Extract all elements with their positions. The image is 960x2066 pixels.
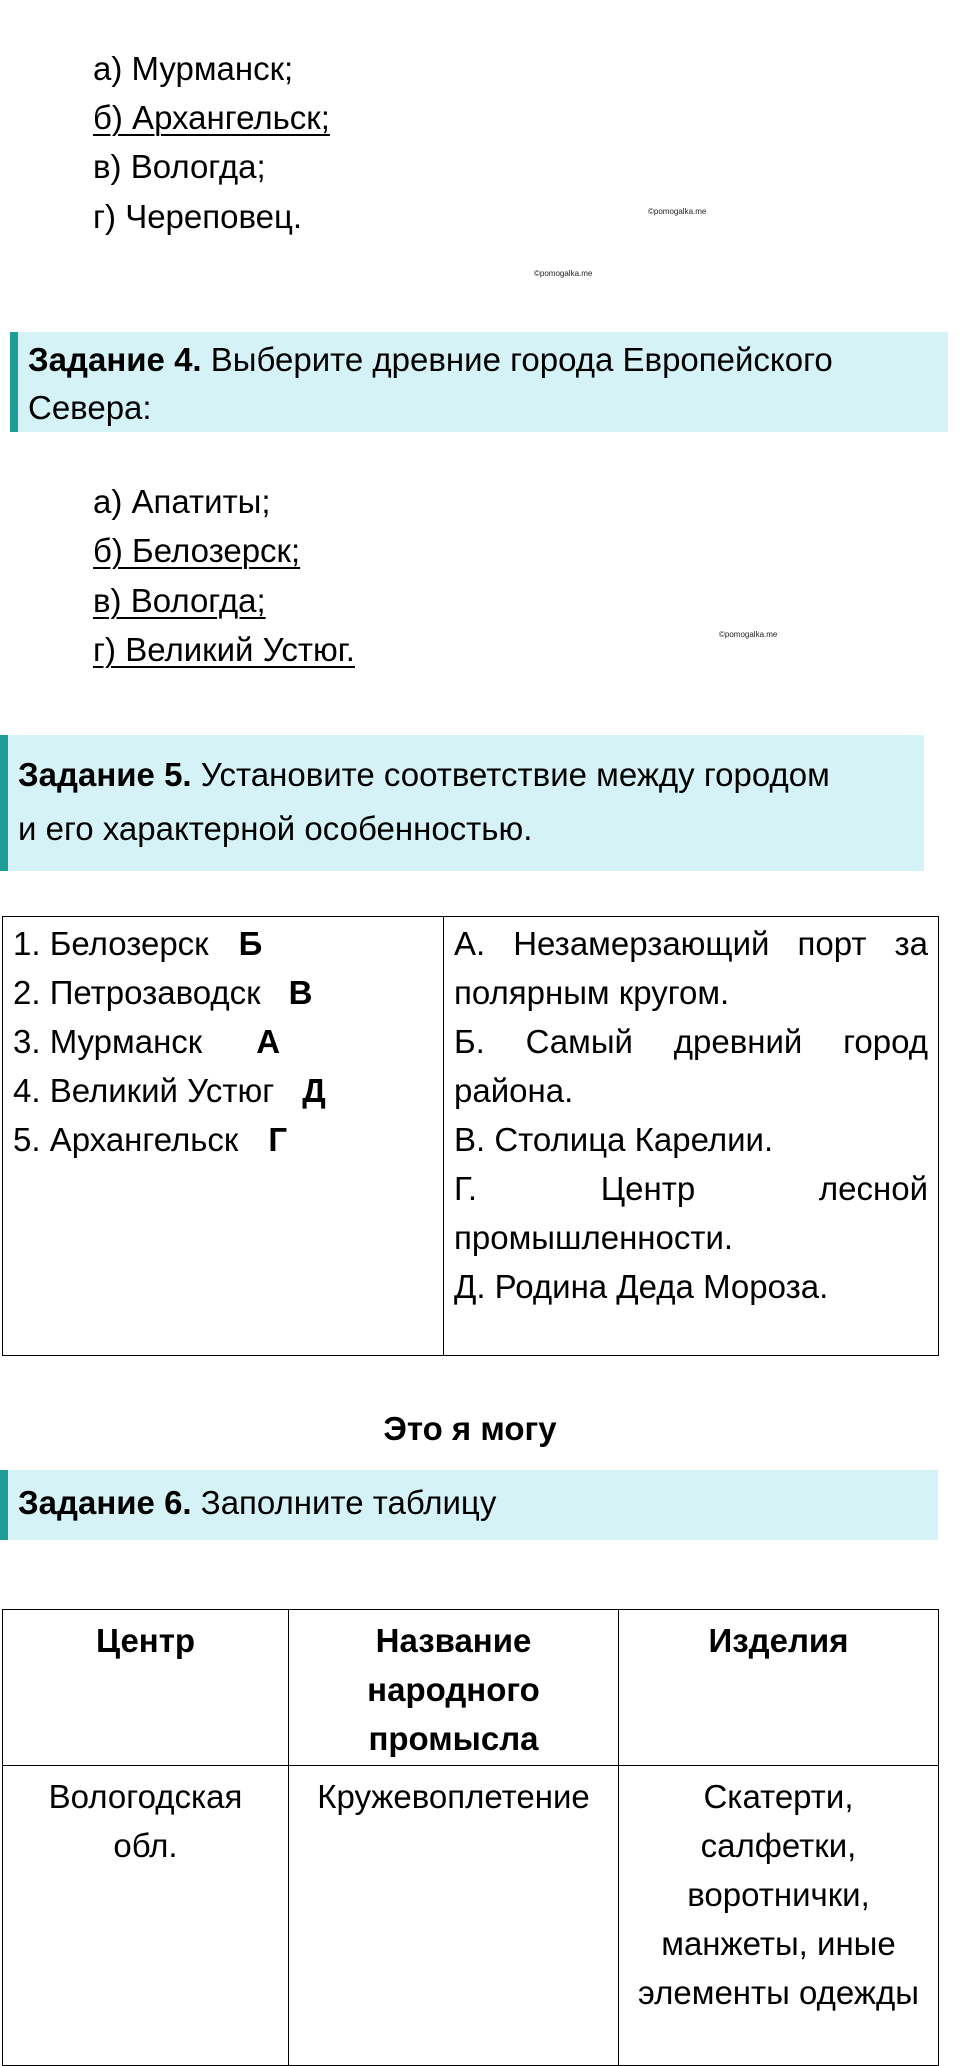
feature-d-line-2: промышленности.: [454, 1219, 734, 1256]
features-cell: [444, 917, 939, 1356]
match-item-5: [13, 1115, 433, 1164]
header-products: Изделия: [619, 1610, 939, 1766]
feature-a-line-2: полярным кругом.: [454, 974, 730, 1011]
task-4-label: Задание 4.: [28, 341, 202, 378]
task-4-line-1: [28, 334, 943, 386]
city-name: 1. Белозерск: [13, 925, 209, 962]
task-4-text-1: Выберите древние города Европейского: [201, 341, 833, 378]
task-6-banner: [0, 1470, 938, 1540]
answer-letter: Д: [302, 1072, 326, 1109]
feature-b-line-1: Б. Самый древний город: [454, 1023, 928, 1060]
task-5-line-2: и его характерной особенностью.: [18, 810, 533, 847]
section-heading: Это я могу: [383, 1410, 557, 1447]
q3-option-a: а) Мурманск;: [93, 50, 294, 87]
header-craft-name: Название народного промысла: [289, 1610, 619, 1766]
q3-option-d: г) Череповец.: [93, 198, 303, 235]
answer-letter: Б: [238, 925, 263, 962]
task-5-text-1: Установите соответствие между городом: [191, 756, 830, 793]
q4-option-c-correct: в) Вологда;: [93, 582, 266, 619]
feature-c: В. Столица Карелии.: [454, 1121, 774, 1158]
match-item-2: [13, 968, 433, 1017]
cities-cell: [3, 917, 444, 1356]
cell-craft-name: Кружевоплетение: [289, 1766, 619, 2066]
q4-option-b-correct: б) Белозерск;: [93, 532, 301, 569]
watermark: ©pomogalka.me: [719, 630, 778, 639]
task-5-label: Задание 5.: [18, 756, 192, 793]
task-5-banner: [0, 735, 924, 871]
feature-a-line-1: А. Незамерзающий порт за: [454, 925, 928, 962]
task-4-line-2: Севера:: [28, 389, 152, 426]
feature-d-line-1: Г. Центр лесной: [454, 1170, 928, 1207]
watermark: ©pomogalka.me: [648, 207, 707, 216]
task-4-banner: [10, 332, 948, 432]
city-name: 3. Мурманск: [13, 1023, 203, 1060]
match-item-4: [13, 1066, 433, 1115]
city-name: 5. Архангельск: [13, 1121, 239, 1158]
header-center: Центр: [3, 1610, 289, 1766]
answer-letter: Г: [268, 1121, 288, 1158]
q4-option-a: а) Апатиты;: [93, 483, 271, 520]
cell-center: Вологодская обл.: [3, 1766, 289, 2066]
answer-letter: А: [256, 1023, 281, 1060]
feature-e: Д. Родина Деда Мороза.: [454, 1268, 829, 1305]
task-6-label: Задание 6.: [18, 1484, 192, 1521]
match-item-3: [13, 1017, 433, 1066]
q3-option-c: в) Вологда;: [93, 148, 266, 185]
q4-option-d-correct: г) Великий Устюг.: [93, 631, 355, 668]
crafts-table: [2, 1609, 939, 2066]
task-5-line-1: [18, 749, 924, 801]
feature-b-line-2: района.: [454, 1072, 574, 1109]
city-name: 2. Петрозаводск: [13, 974, 261, 1011]
matching-table: [2, 916, 939, 1356]
q3-option-b-correct: б) Архангельск;: [93, 99, 330, 136]
city-name: 4. Великий Устюг: [13, 1072, 275, 1109]
task-6-text: Заполните таблицу: [191, 1484, 497, 1521]
answer-letter: В: [288, 974, 313, 1011]
match-item-1: [13, 919, 433, 968]
watermark: ©pomogalka.me: [534, 269, 593, 278]
cell-products: Скатерти, салфетки, воротнички, манжеты, иные элементы одежды: [619, 1766, 939, 2066]
